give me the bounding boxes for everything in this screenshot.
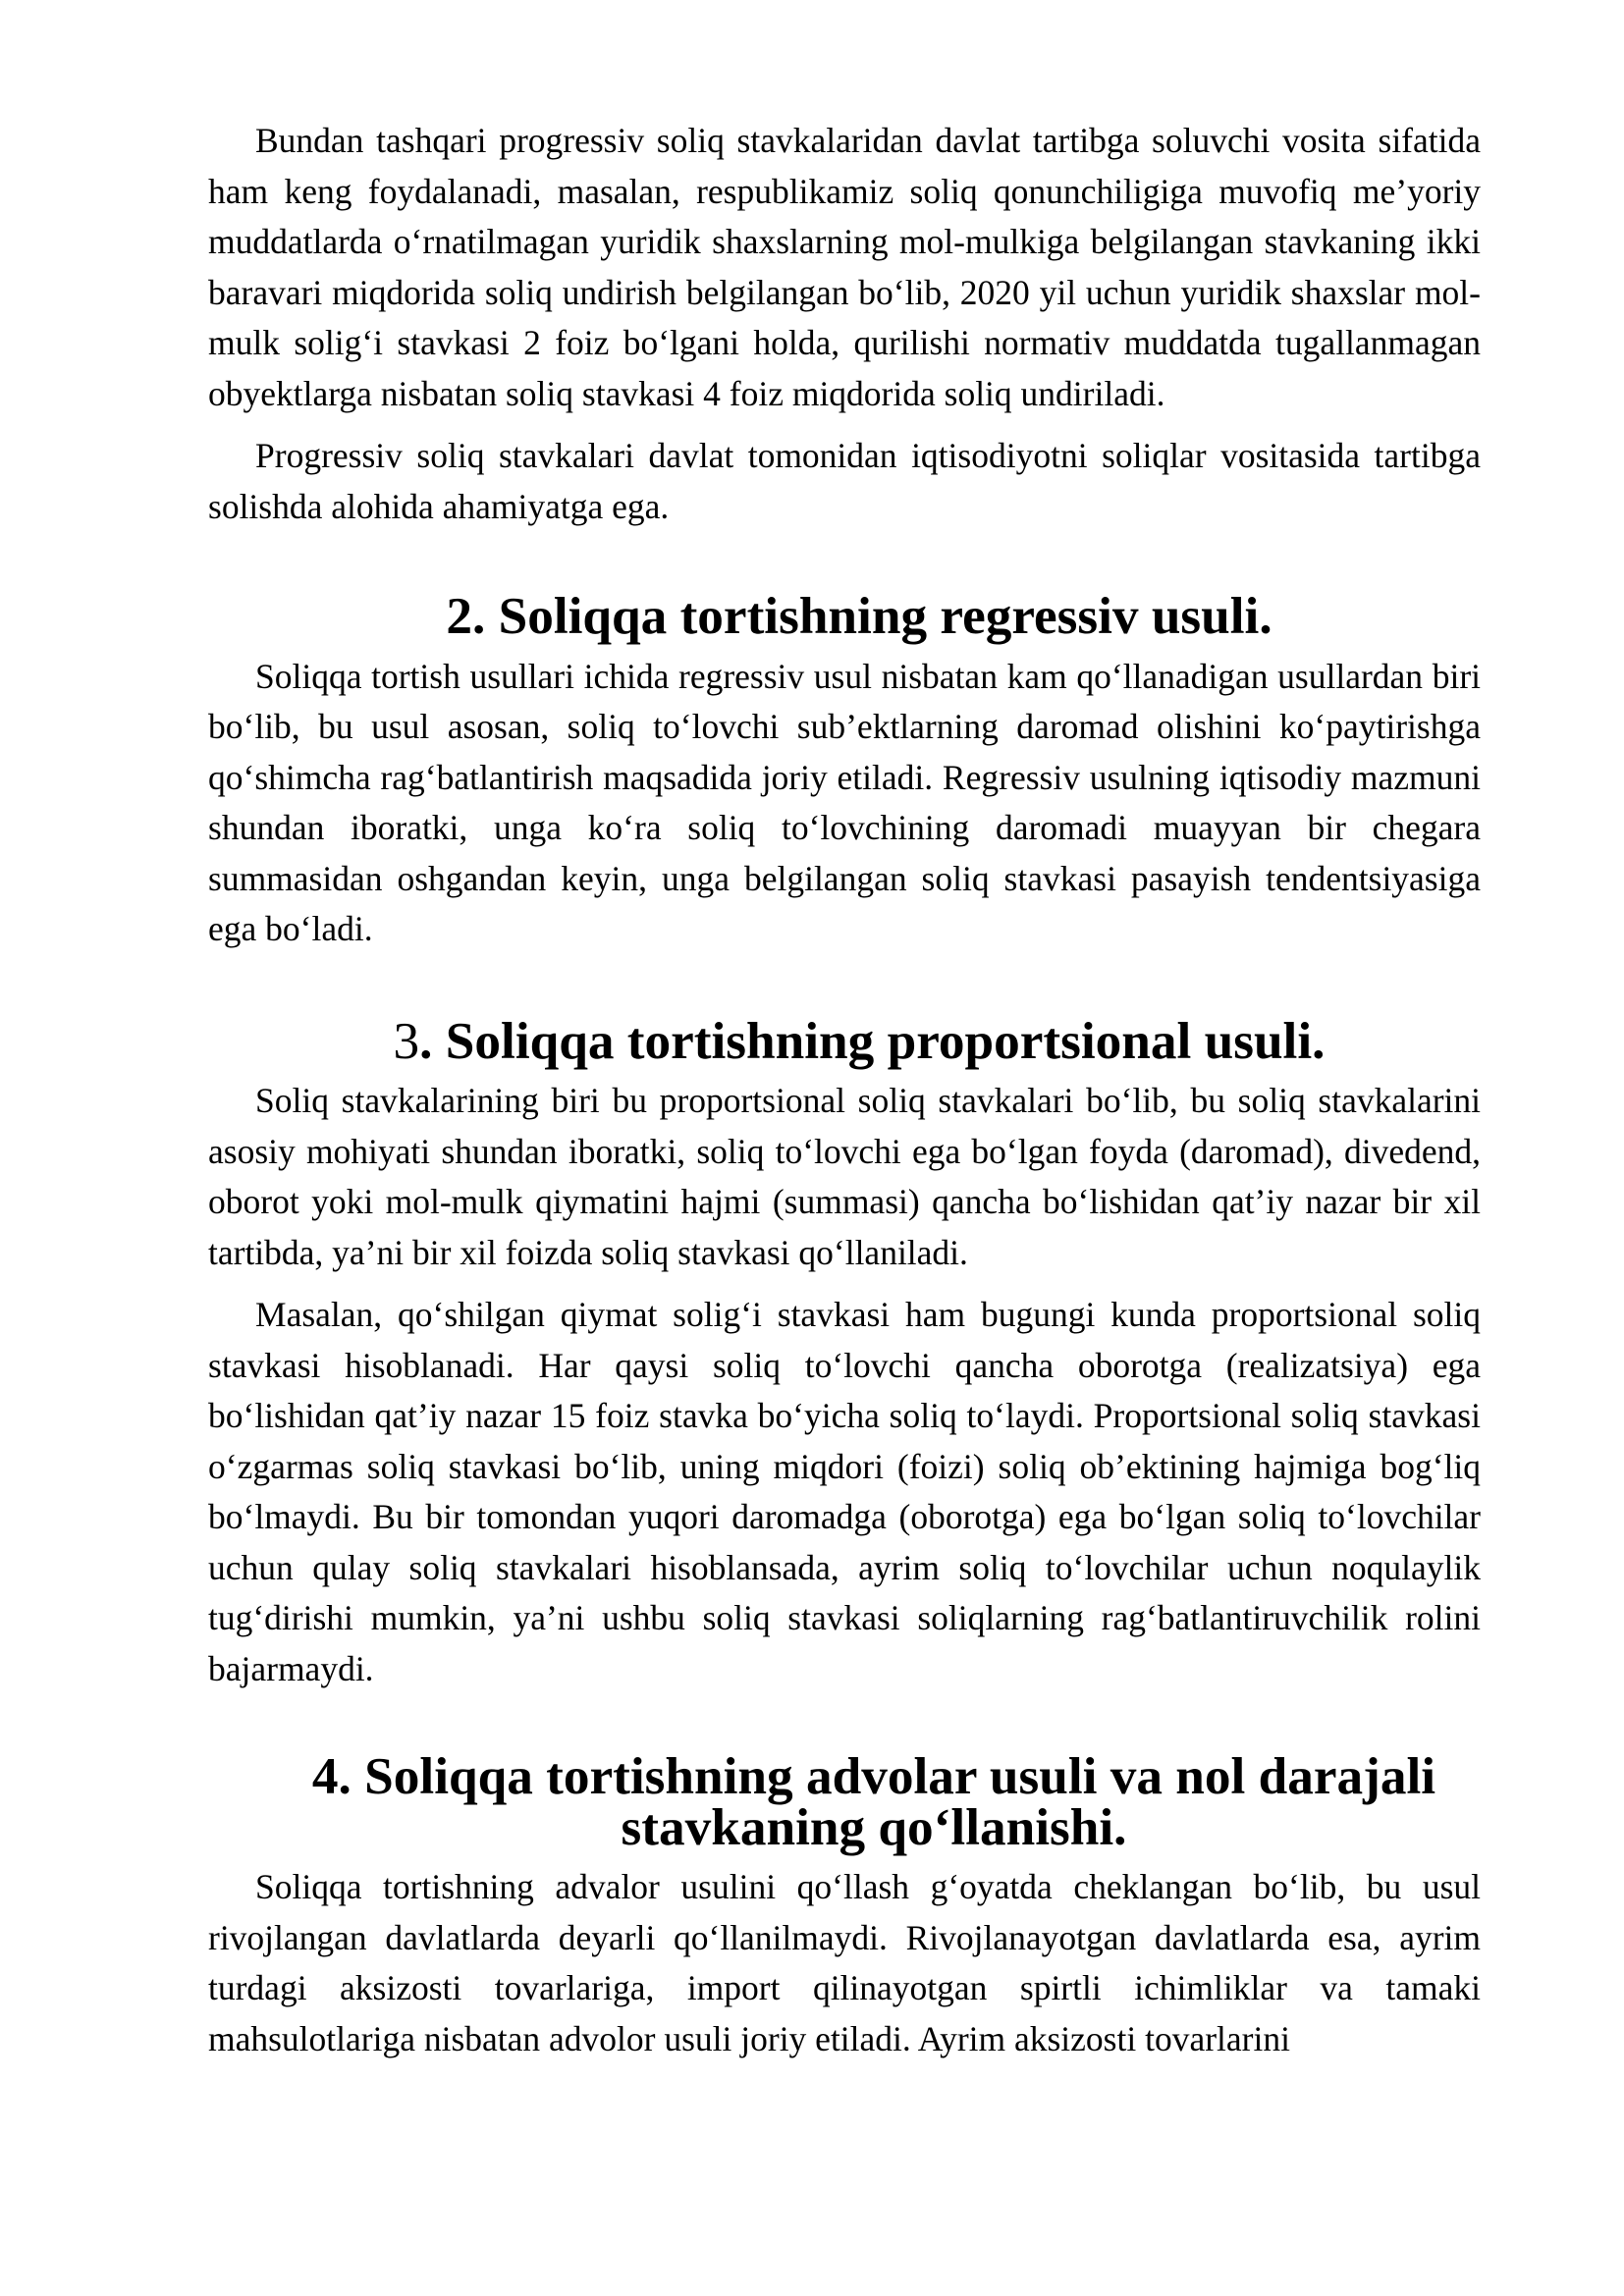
- section-heading-text: . Soliqqa tortishning proportsional usuli.: [419, 1011, 1326, 1070]
- paragraph-progressive-rates-importance: Progressiv soliq stavkalari davlat tomonidan iqtisodiyotni soliqlar vositasida tartibga solishda alohida ahamiyatga ega.: [208, 436, 1481, 526]
- paragraph-proportional-example: Masalan, qo‘shilgan qiymat solig‘i stavkasi ham bugungi kunda proportsional soliq stavkasi hisoblanadi. Har qaysi soliq to‘lovchi qancha oborotga (realizatsiya) ega bo‘lishidan qat’iy nazar 15 foiz stavka bo‘yicha soliq to‘laydi. Proportsional soliq stavkasi o‘zgarmas soliq stavkasi bo‘lib, uning miqdori (foizi) soliq ob’ektining hajmiga bog‘liq bo‘lmaydi. Bu bir tomondan yuqori daromadga (oborotga) ega bo‘lgan soliq to‘lovchilar uchun qulay soliq stavkalari hisoblansada, ayrim soliq to‘lovchilar uchun noqulaylik tug‘dirishi mumkin, ya’ni ushbu soliq stavkasi soliqlarning rag‘batlantiruvchilik rolini bajarmaydi.: [208, 1295, 1481, 1688]
- paragraph-advalorem-method: Soliqqa tortishning advalor usulini qo‘llash g‘oyatda cheklangan bo‘lib, bu usul rivojlangan davlatlarda deyarli qo‘llanilmaydi. Rivojlanayotgan davlatlarda esa, ayrim turdagi aksizosti tovarlariga, import qilinayotgan spirtli ichimliklar va tamaki mahsulotlariga nisbatan advolor usuli joriy etiladi. Ayrim aksizosti tovarlarini: [208, 1867, 1481, 2058]
- section-heading-proportional: [208, 1011, 1481, 1070]
- section-heading-regressive: 2. Soliqqa tortishning regressiv usuli.: [446, 587, 1272, 645]
- paragraph-regressive-method: Soliqqa tortish usullari ichida regressiv usul nisbatan kam qo‘llanadigan usullardan biri bo‘lib, bu usul asosan, soliq to‘lovchi sub’ektlarning daromad olishini ko‘paytirishga qo‘shimcha rag‘batlantirish maqsadida joriy etiladi. Regressiv usulning iqtisodiy mazmuni shundan iboratki, unga ko‘ra soliq to‘lovchining daromadi muayyan bir chegara summasidan oshgandan keyin, unga belgilangan soliq stavkasi pasayish tendentsiyasiga ega bo‘ladi.: [208, 656, 1481, 948]
- paragraph-progressive-rates-example: Bundan tashqari progressiv soliq stavkalaridan davlat tartibga soluvchi vosita sifatida ham keng foydalanadi, masalan, respublikamiz soliq qonunchiligiga muvofiq me’yoriy muddatlarda o‘rnatilmagan yuridik shaxslarning mol-mulkiga belgilangan stavkaning ikki baravari miqdorida soliq undirish belgilangan bo‘lib, 2020 yil uchun yuridik shaxslar mol-mulk solig‘i stavkasi 2 foiz bo‘lgani holda, qurilishi normativ muddatda tugallanmagan obyektlarga nisbatan soliq stavkasi 4 foiz miqdorida soliq undiriladi.: [208, 121, 1481, 413]
- paragraph-proportional-definition: Soliq stavkalarining biri bu proportsional soliq stavkalari bo‘lib, bu soliq stavkalarini asosiy mohiyati shundan iboratki, soliq to‘lovchi ega bo‘lgan foyda (daromad), divedend, oborot yoki mol-mulk qiymatini hajmi (summasi) qancha bo‘lishidan qat’iy nazar bir xil tartibda, ya’ni bir xil foizda soliq stavkasi qo‘llaniladi.: [208, 1081, 1481, 1272]
- section-heading-advalorem: 4. Soliqqa tortishning advolar usuli va nol darajali stavkaning qo‘llanishi.: [311, 1747, 1436, 1856]
- section-heading-number: 3: [393, 1011, 420, 1070]
- document-page: [208, 116, 1481, 2064]
